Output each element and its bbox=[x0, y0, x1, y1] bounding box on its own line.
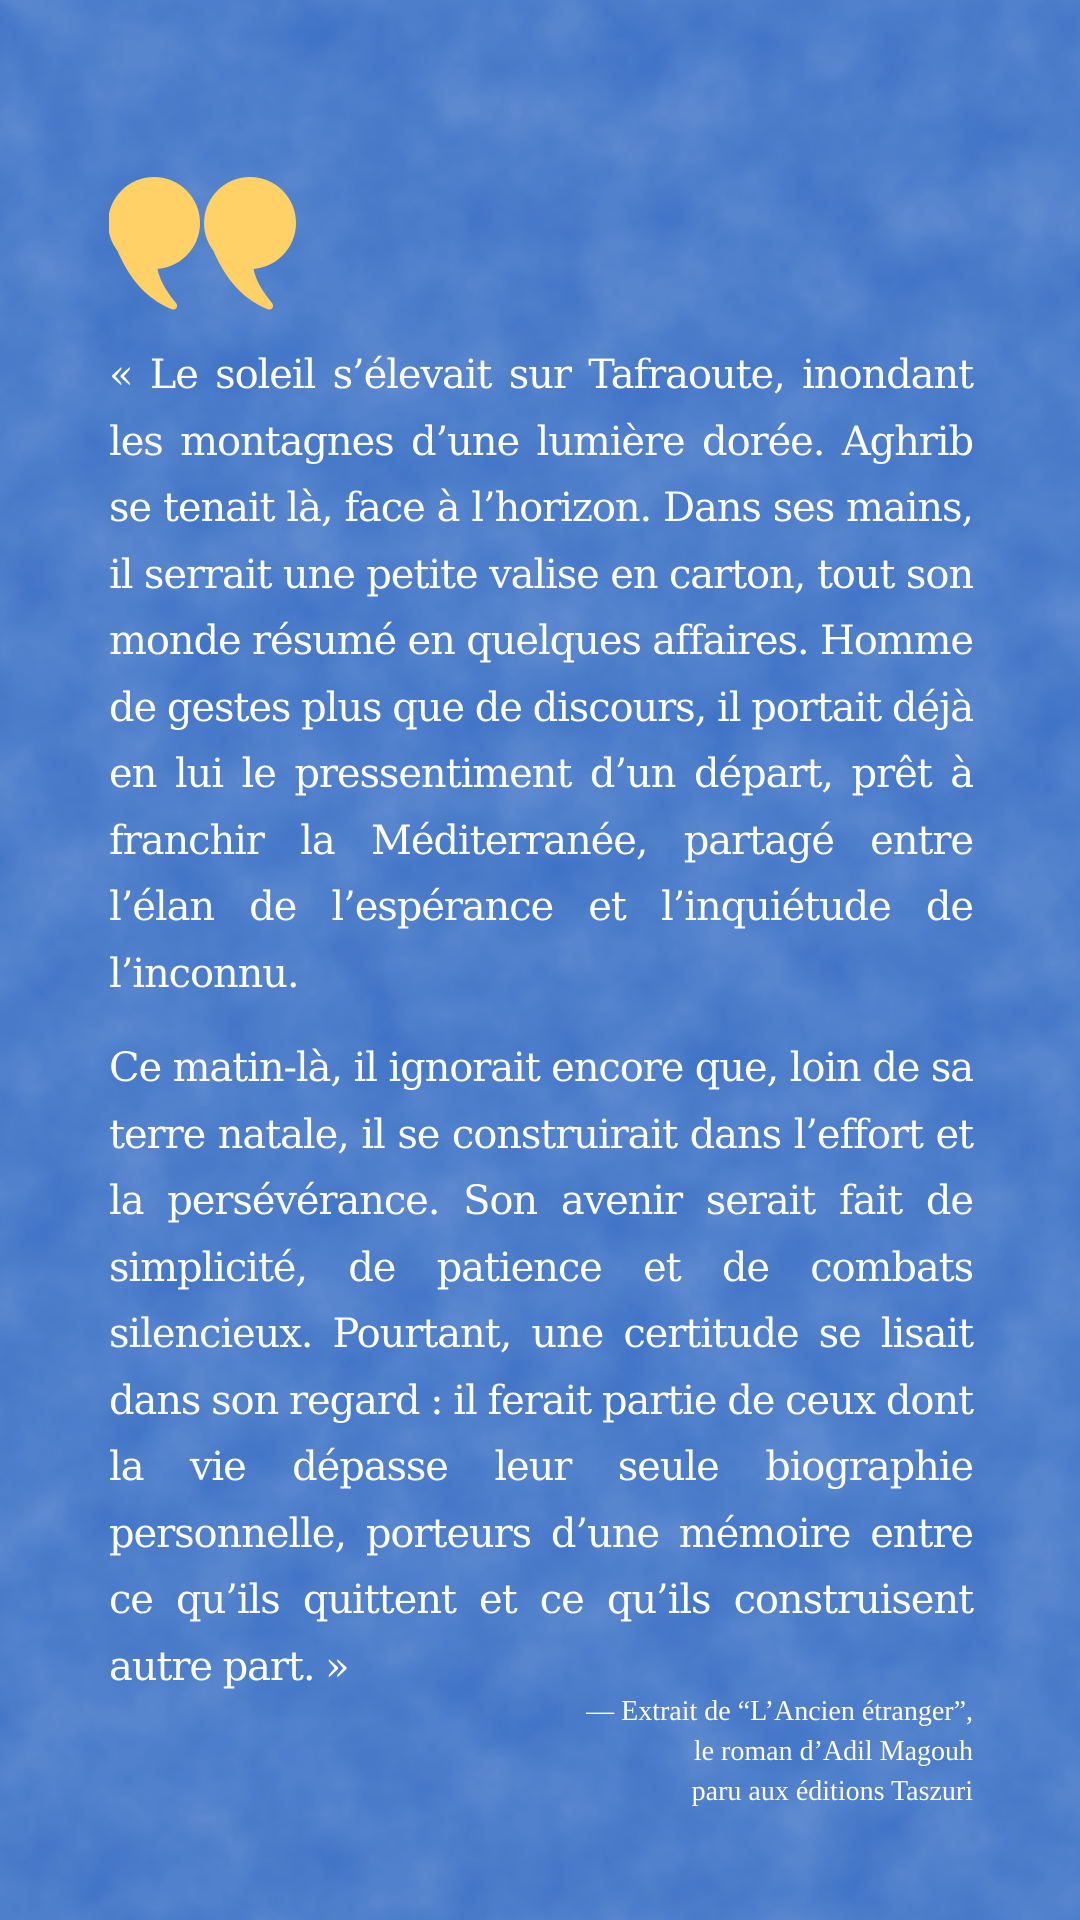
quote-card bbox=[109, 0, 973, 1920]
attribution bbox=[109, 1692, 973, 1812]
quote-paragraph-1: « Le soleil s’élevait sur Tafraoute, inondant les montagnes d’une lumière dorée. Aghrib se tenait là, face à l’horizon. Dans ses mains, il serrait une petite valise en carton, tout son monde résumé en quelques affaires. Homme de gestes plus que de discours, il portait déjà en lui le pressentiment d’un départ, prêt à franchir la Méditerranée, partagé entre l’élan de l’espérance et l’inquiétude de l’inconnu. bbox=[109, 352, 973, 997]
attribution-line-2: le roman d’Adil Magouh bbox=[693, 1736, 973, 1767]
quote-paragraph-2: Ce matin-là, il ignorait encore que, loin de sa terre natale, il se construirait dans l’effort et la persévérance. Son avenir serait fait de simplicité, de patience et de combats silencieux. Pourtant, une certitude se lisait dans son regard : il ferait partie de ceux dont la vie dépasse leur seule biographie personnelle, porteurs d’une mémoire entre ce qu’ils quittent et ce qu’ils construisent autre part. » bbox=[109, 1045, 973, 1690]
attribution-line-3: paru aux éditions Taszuri bbox=[691, 1776, 973, 1807]
quote-text bbox=[109, 342, 973, 1700]
opening-double-quote-icon bbox=[109, 175, 299, 315]
attribution-line-1: — Extrait de “L’Ancien étranger”, bbox=[586, 1696, 973, 1727]
